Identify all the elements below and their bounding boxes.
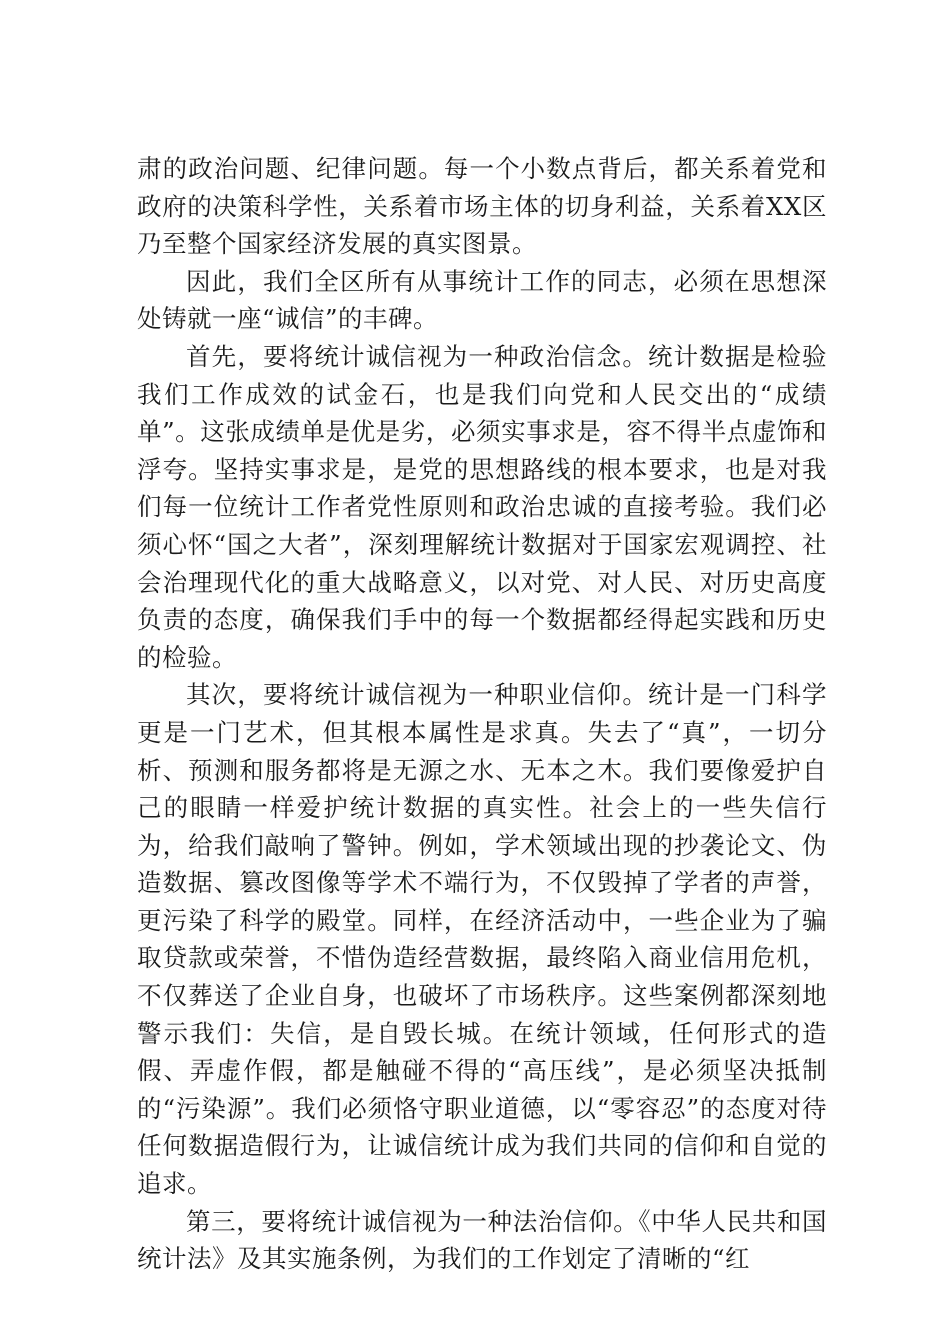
paragraph-political-belief: 首先，要将统计诚信视为一种政治信念。统计数据是检验我们工作成效的试金石，也是我们向党和人民交出的“成绩单”。这张成绩单是优是劣，必须实事求是，容不得半点虚饰和浮夸。坚持实事求是，是党的思想路线的根本要求，也是对我们每一位统计工作者党性原则和政治忠诚的直接考验。我们必须心怀“国之大者”，深刻理解统计数据对于国家宏观调控、社会治理现代化的重大战略意义，以对党、对人民、对历史高度负责的态度，确保我们手中的每一个数据都经得起实践和历史的检验。 [137, 341, 827, 672]
paragraph-continuation: 肃的政治问题、纪律问题。每一个小数点背后，都关系着党和政府的决策科学性，关系着市场主体的切身利益，关系着XX区乃至整个国家经济发展的真实图景。 [137, 154, 827, 259]
paragraph-integrity-monument: 因此，我们全区所有从事统计工作的同志，必须在思想深处铸就一座“诚信”的丰碑。 [137, 266, 827, 334]
document-body [137, 150, 827, 1278]
paragraph-rule-of-law-belief: 第三，要将统计诚信视为一种法治信仰。《中华人民共和国统计法》及其实施条例，为我们的工作划定了清晰的“红 [137, 1206, 827, 1274]
paragraph-professional-belief: 其次，要将统计诚信视为一种职业信仰。统计是一门科学更是一门艺术，但其根本属性是求真。失去了“真”，一切分析、预测和服务都将是无源之水、无本之木。我们要像爱护自己的眼睛一样爱护统计数据的真实性。社会上的一些失信行为，给我们敲响了警钟。例如，学术领域出现的抄袭论文、伪造数据、篡改图像等学术不端行为，不仅毁掉了学者的声誉，更污染了科学的殿堂。同样，在经济活动中，一些企业为了骗取贷款或荣誉，不惜伪造经营数据，最终陷入商业信用危机，不仅葬送了企业自身，也破坏了市场秩序。这些案例都深刻地警示我们：失信，是自毁长城。在统计领域，任何形式的造假、弄虚作假，都是触碰不得的“高压线”，是必须坚决抵制的“污染源”。我们必须恪守职业道德，以“零容忍”的态度对待任何数据造假行为，让诚信统计成为我们共同的信仰和自觉的追求。 [137, 680, 827, 1199]
